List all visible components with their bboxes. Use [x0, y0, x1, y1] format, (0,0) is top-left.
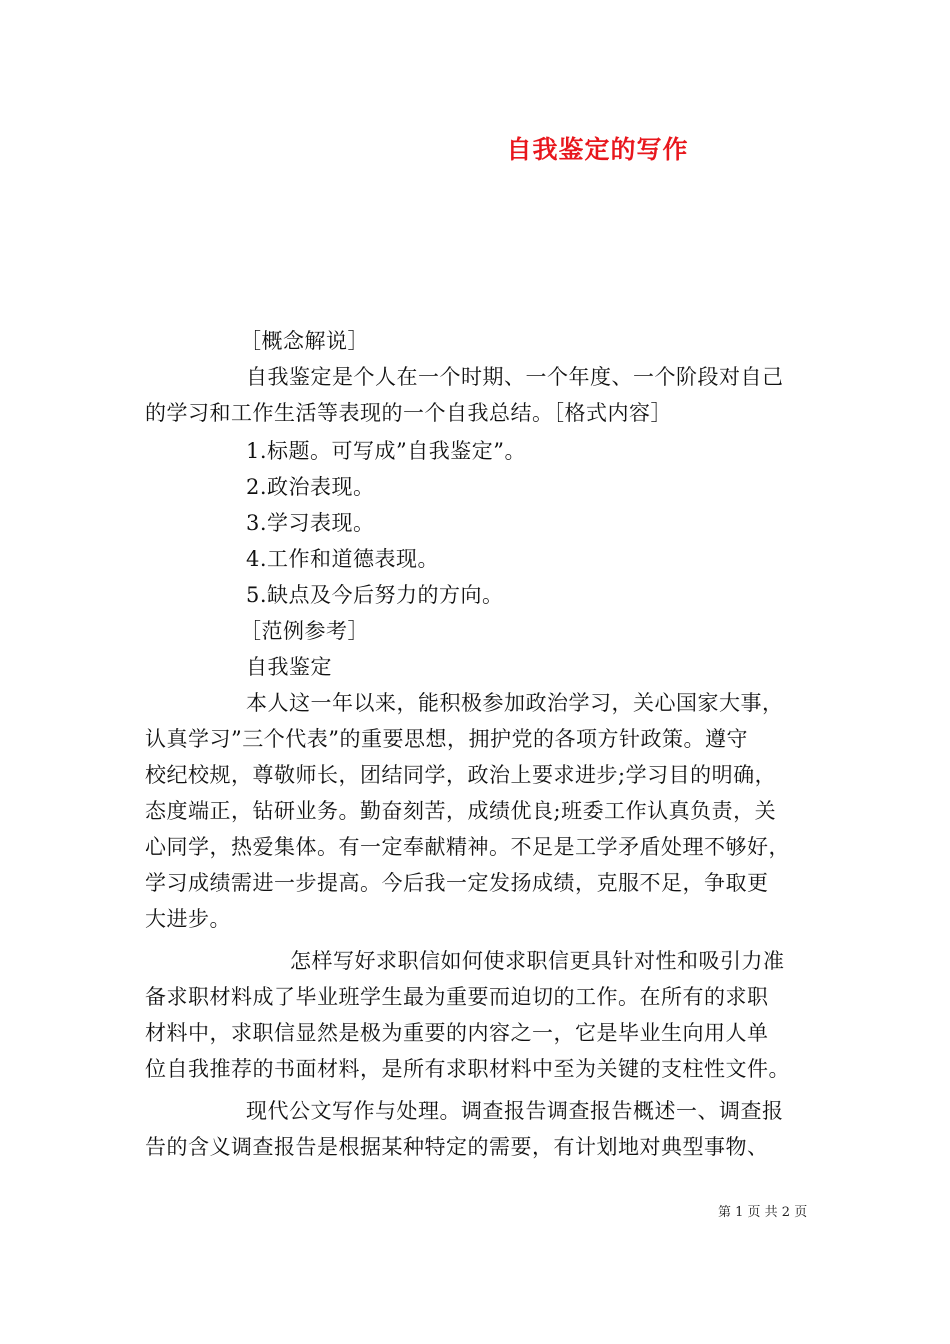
text-line: 校纪校规，尊敬师长，团结同学，政治上要求进步;学习目的明确，: [145, 763, 777, 787]
text-line: 自我鉴定: [246, 655, 332, 679]
text-line: 的学习和工作生活等表现的一个自我总结。［格式内容］: [145, 401, 672, 425]
text-line: 位自我推荐的书面材料，是所有求职材料中至为关键的支柱性文件。: [145, 1057, 790, 1081]
text-line: 现代公文写作与处理。调查报告调查报告概述一、调查报: [246, 1099, 784, 1123]
text-line: 心同学，热爱集体。有一定奉献精神。不足是工学矛盾处理不够好，: [145, 835, 790, 859]
text-line: 学习成绩需进一步提高。今后我一定发扬成绩，克服不足，争取更: [145, 871, 769, 895]
text-line: 怎样写好求职信如何使求职信更具针对性和吸引力准: [290, 949, 785, 973]
text-line: 材料中，求职信显然是极为重要的内容之一，它是毕业生向用人单: [145, 1021, 769, 1045]
text-line: 5.缺点及今后努力的方向。: [246, 583, 504, 607]
text-line: 自我鉴定是个人在一个时期、一个年度、一个阶段对自己: [246, 365, 784, 389]
text-line: 认真学习”三个代表”的重要思想，拥护党的各项方针政策。遵守: [145, 727, 748, 751]
text-line: ［范例参考］: [240, 619, 369, 643]
text-line: 1.标题。可写成”自我鉴定”。: [246, 439, 527, 463]
text-line: 3.学习表现。: [246, 511, 375, 535]
document-title: 自我鉴定的写作: [506, 135, 689, 164]
text-line: 4.工作和道德表现。: [246, 547, 440, 571]
text-line: 本人这一年以来，能积极参加政治学习，关心国家大事，: [246, 691, 784, 715]
text-line: ［概念解说］: [240, 329, 369, 353]
text-line: 告的含义调查报告是根据某种特定的需要，有计划地对典型事物、: [145, 1135, 769, 1159]
text-line: 大进步。: [145, 907, 231, 931]
page-footer: 第 1 页 共 2 页: [718, 1205, 808, 1220]
text-line: 态度端正，钻研业务。勤奋刻苦，成绩优良;班委工作认真负责，关: [145, 799, 777, 823]
text-line: 备求职材料成了毕业班学生最为重要而迫切的工作。在所有的求职: [145, 985, 769, 1009]
text-line: 2.政治表现。: [246, 475, 375, 499]
